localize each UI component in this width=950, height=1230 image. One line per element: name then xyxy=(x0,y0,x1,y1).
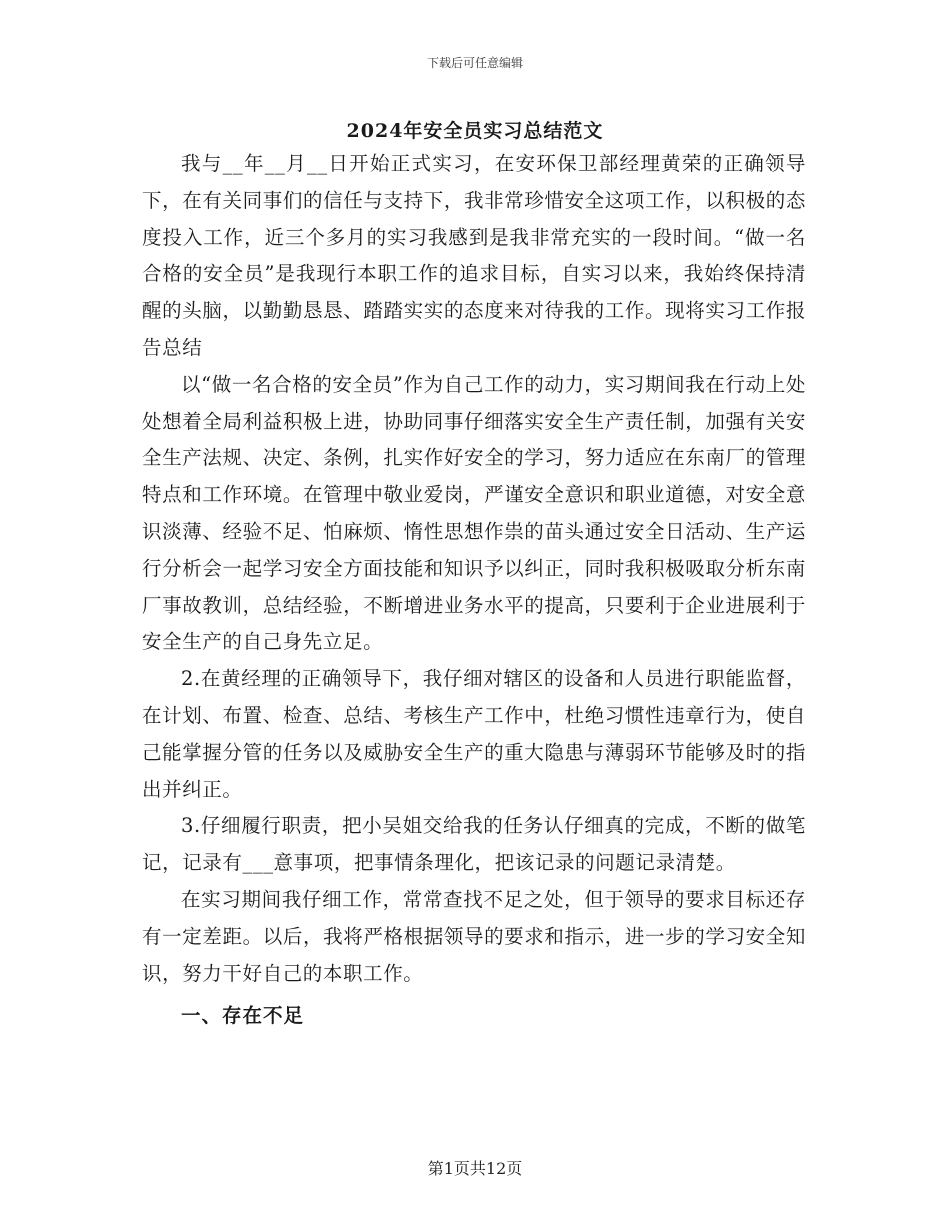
paragraph-motivation: 以“做一名合格的安全员”作为自己工作的动力，实习期间我在行动上处处想着全局利益积极上进，协助同事仔细落实安全生产责任制，加强有关安全生产法规、决定、条例，扎实作好安全的学习，努力适应在东南厂的管理特点和工作环境。在管理中敬业爱岗，严谨安全意识和职业道德，对安全意识淡薄、经验不足、怕麻烦、惰性思想作祟的苗头通过安全日活动、生产运行分析会一起学习安全方面技能和知识予以纠正，同时我积极吸取分析东南厂事故教训，总结经验，不断增进业务水平的提高，只要利于企业进展利于安全生产的自己身先立足。 xyxy=(142,372,806,654)
paragraph-item-2: 2.在黄经理的正确领导下，我仔细对辖区的设备和人员进行职能监督，在计划、布置、检查、总结、考核生产工作中，杜绝习惯性违章行为，使自己能掌握分管的任务以及威胁安全生产的重大隐患与薄弱环节能够及时的指出并纠正。 xyxy=(142,667,806,801)
page-header-note: 下载后可任意编辑 xyxy=(426,56,523,70)
section-heading: 一、存在不足 xyxy=(181,1004,305,1028)
document-body xyxy=(142,146,806,1035)
paragraph-item-3: 3.仔细履行职责，把小吴姐交给我的任务认仔细真的完成，不断的做笔记，记录有___意事项，把事情条理化，把该记录的问题记录清楚。 xyxy=(142,814,806,875)
paragraph-summary: 在实习期间我仔细工作，常常查找不足之处，但于领导的要求目标还存有一定差距。以后，我将严格根据领导的要求和指示，进一步的学习安全知识，努力干好自己的本职工作。 xyxy=(142,887,806,985)
paragraph-intro: 我与__年__月__日开始正式实习，在安环保卫部经理黄荣的正确领导下，在有关同事们的信任与支持下，我非常珍惜安全这项工作，以积极的态度投入工作，近三个多月的实习我感到是我非常充实的一段时间。“做一名合格的安全员”是我现行本职工作的追求目标，自实习以来，我始终保持清醒的头脑，以勤勤恳恳、踏踏实实的态度来对待我的工作。现将实习工作报告总结 xyxy=(142,152,806,359)
page-number: 第1页共12页 xyxy=(427,1159,523,1178)
document-title: 2024年安全员实习总结范文 xyxy=(346,120,604,142)
